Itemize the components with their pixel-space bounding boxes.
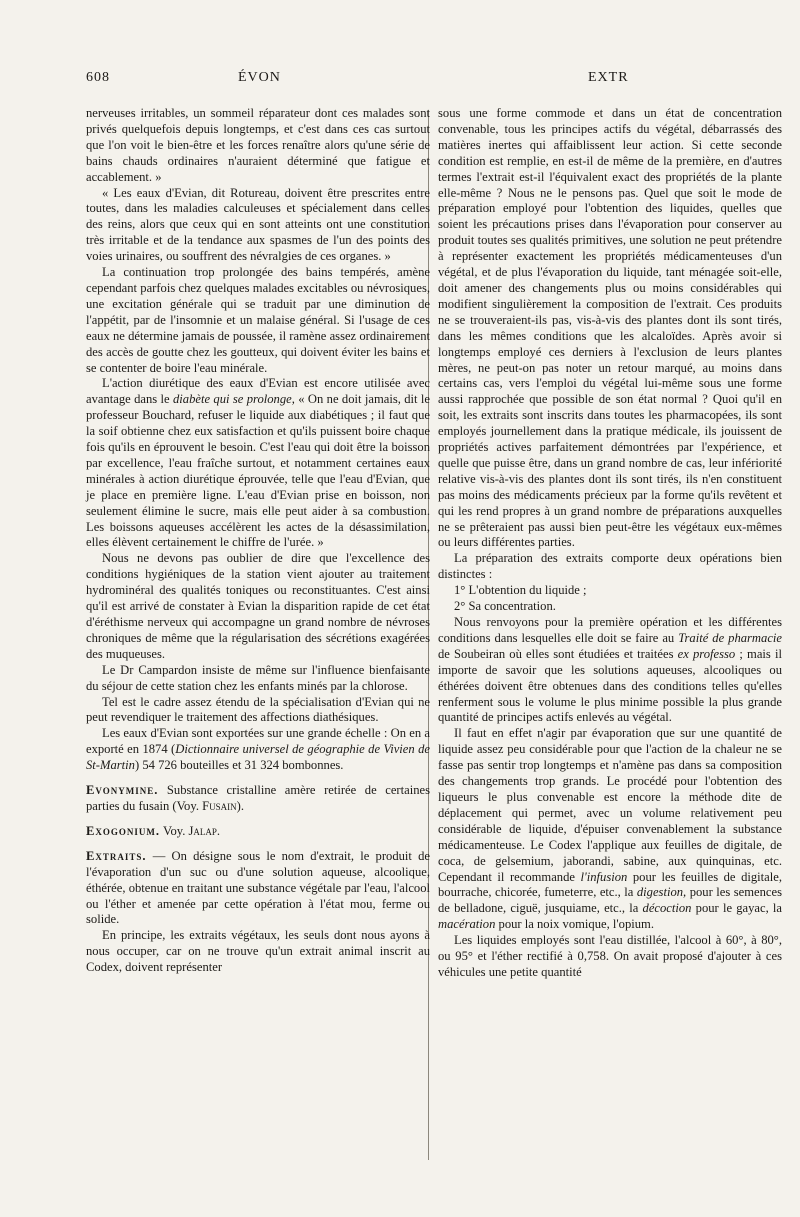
paragraph: Il faut en effet n'agir par évaporation que sur une quantité de liquide assez peu considérable pour que l'action de la chaleur ne se fasse pas sentir trop longtemps et n'amène pas dans sa composition des changements trop grands. Le procédé pour l'obtention des liqueurs le plus convenable est encore la méthode dite de déplacement qui permet, avec un volume relativement peu considérable de liquide, d'épuiser convenablement la substance médicamenteuse. Le Codex l'applique aux feuilles de digitale, de coca, de gelsemium, jaborandi, sabine, aux quinquinas, etc. Cependant il recommande l'infusion pour les feuilles de digitale, bourrache, chicorée, fumeterre, etc., la digestion, pour les semences de belladone, ciguë, jusquiame, etc., la décoction pour le gayac, la macération pour la noix vomique, l'opium. bbox=[438, 726, 783, 932]
page-number: 608 bbox=[86, 70, 110, 85]
citation: Traité de pharmacie bbox=[678, 630, 783, 645]
citation: Dictionnaire universel de géographie de Vivien de St-Martin bbox=[86, 742, 430, 773]
entry-headword: Evonymine. bbox=[86, 783, 159, 798]
italic-text: décoction bbox=[642, 901, 692, 916]
entry-headword: Exogonium. bbox=[86, 823, 161, 838]
entry-extraits: Extraits. — On désigne sous le nom d'extrait, le produit de l'évaporation d'un suc ou d'une solution aqueuse, alcoolique, éthérée, obtenue en traitant une substance végétale par l'eau, l'alcool ou l'éther et amenée par cette opération à l'état mou, ferme ou solide. bbox=[86, 848, 430, 927]
paragraph: nerveuses irritables, un sommeil réparateur dont ces malades sont privés quelquefois depuis longtemps, et c'est dans ces cas surtout que l'on voit le bien-être et les forces renaître alors qu'une série de bains chauds ordinaires n'auraient déterminé que fatigue et accablement. » bbox=[86, 106, 430, 184]
right-column bbox=[438, 106, 782, 981]
left-running-head: ÉVON bbox=[238, 70, 281, 85]
paragraph: Nous ne devons pas oublier de dire que l'excellence des conditions hygiéniques de la station vient ajouter au traitement hydrominéral des qualités toniques ou reconstituantes. C'est ainsi qu'il est arrivé de constater à Evian la disparition rapide de cet état d'éréthisme nerveux qui accompagne un grand nombre de névroses chroniques de même que la régularisation des sécrétions exagérées des muqueuses. bbox=[86, 551, 430, 661]
paragraph: Les eaux d'Evian sont exportées sur une grande échelle : On en a exporté en 1874 (Dictionnaire universel de géographie de Vivien de St-Martin) 54 726 bouteilles et 31 324 bombonnes. bbox=[86, 726, 430, 773]
right-running-head: EXTR bbox=[588, 70, 629, 85]
paragraph: sous une forme commode et dans un état de concentration convenable, tous les principes actifs du végétal, débarrassés des matières inertes qui affaiblissent leur action. Si cette seconde condition est remplie, en est-il de même de la première, en d'autres termes l'extrait est-il l'équivalent exact des propriétés de la plante elle-même ? Nous ne le pensons pas. Quel que soit le mode de préparation employé pour l'obtention des liquides, quelles que soient les précautions prises dans l'évaporation pour conserver au produit toutes ses qualités primitives, une solution ne peut prétendre à représenter exactement les propriétés médicamenteuses d'un végétal, et de plus l'évaporation du liquide, tant ménagée soit-elle, doit amener des changements plus ou moins considérables qui modifient singulièrement la composition de l'extrait. Ces produits ne se trouveraient-ils pas, vis-à-vis des plantes dont ils sont tirés, dans les mêmes conditions que les alcaloïdes. Après avoir si longtemps employé ces derniers à l'exclusion de leurs plantes mères, ne peut-on pas noter un retour marqué, au moins dans certains cas, vers l'emploi du végétal lui-même sous une forme aussi rapprochée que possible de son état normal ? Quoi qu'il en soit, les extraits sont inscrits dans toutes les pharmacopées, ils sont employés journellement dans la pratique médicale, ils jouissent de propriétés actives parfaitement démontrées par l'expérience, et quelle que puisse être, dans un grand nombre de cas, leur infériorité relative vis-à-vis des plantes dont ils sont tirés, ils n'en constituent pas moins des médicaments précieux par la forme qu'ils revêtent et qui les rend propres à un grand nombre de préparations auxquelles ne se prêteraient pas aussi bien peut-être les végétaux eux-mêmes ou leurs différentes parties. bbox=[438, 106, 782, 550]
paragraph: Nous renvoyons pour la première opération et les différentes conditions dans lesquelles elle doit se faire au Traité de pharmacie de Soubeiran où elles sont étudiées et traitées ex professo ; mais il importe de savoir que les solutions aqueuses, alcooliques ou éthérées doivent être obtenues dans des conditions telles qu'elles renferment sous le volume le plus minime possible la plus grande quantité de principes actifs enlevés au végétal. bbox=[438, 615, 783, 725]
left-column bbox=[86, 106, 430, 976]
entry-exogonium: Exogonium. Voy. Jalap. bbox=[86, 823, 221, 838]
paragraph: La préparation des extraits comporte deux opérations bien distinctes : bbox=[438, 551, 782, 582]
cross-reference: Fusain bbox=[202, 798, 237, 813]
italic-text: diabète qui se prolonge, bbox=[173, 392, 295, 407]
italic-text: l'infusion bbox=[580, 869, 628, 884]
paragraph: « Les eaux d'Evian, dit Rotureau, doivent être prescrites entre toutes, dans les maladies calculeuses et spécialement dans celles des reins, alors que ceux qui en sont atteints ont une constitution très irritable et de la tendance aux spasmes de l'un des points des voies urinaires, ou souffrent des névralgies de ces organes. » bbox=[86, 185, 430, 264]
paragraph: En principe, les extraits végétaux, les seuls dont nous ayons à nous occuper, car on ne trouve qu'un extrait animal inscrit au Codex, doivent représenter bbox=[86, 928, 430, 975]
paragraph: La continuation trop prolongée des bains tempérés, amène cependant parfois chez quelques malades excitables ou névrosiques, une excitation générale qui se traduit par une diminution de l'appétit, par de l'insomnie et un malaise général. Si l'usage de ces eaux ne détermine jamais de poussée, il ramène assez ordinairement des accès de goutte chez les goutteux, qui doivent éviter les bains et se contenter de boire l'eau minérale. bbox=[86, 265, 430, 375]
paragraph: Les liquides employés sont l'eau distillée, l'alcool à 60°, à 80°, ou 95° et l'éther rectifié à 0,758. On avait proposé d'ajouter à ces véhicules une petite quantité bbox=[438, 933, 782, 979]
list-item: 2° Sa concentration. bbox=[454, 599, 556, 614]
paragraph: Tel est le cadre assez étendu de la spécialisation d'Evian qui ne peut revendiquer le traitement des affections diathésiques. bbox=[86, 694, 430, 725]
italic-text: ex professo bbox=[677, 646, 736, 661]
cross-reference: Jalap bbox=[188, 823, 217, 838]
list-item: 1° L'obtention du liquide ; bbox=[454, 583, 587, 598]
entry-headword: Extraits. bbox=[86, 848, 147, 863]
paragraph: L'action diurétique des eaux d'Evian est encore utilisée avec avantage dans le diabète qui se prolonge, « On ne doit jamais, dit le professeur Bouchard, refuser le liquide aux diabétiques ; il faut que la soif obtienne chez eux satisfaction et qu'ils puissent boire chaque fois qu'ils en éprouvent le besoin. C'est l'eau qui doit être la boisson par excellence, l'eau fraîche surtout, et notamment certaines eaux minérales à action diurétique éprouvée, telle que l'eau d'Evian, que je place en première ligne. L'eau d'Evian prise en boisson, non seulement élimine le sucre, mais elle peut aider à sa combustion. Les boissons aqueuses accélèrent les actes de la désassimilation, elles élèvent certainement le chiffre de l'urée. » bbox=[86, 376, 430, 550]
paragraph: Le Dr Campardon insiste de même sur l'influence bienfaisante du séjour de cette station chez les enfants minés par la chlorose. bbox=[86, 662, 430, 693]
italic-text: digestion, bbox=[636, 885, 687, 900]
italic-text: macération bbox=[438, 917, 496, 932]
entry-evonymine: Evonymine. Substance cristalline amère retirée de certaines parties du fusain (Voy. Fusain). bbox=[86, 783, 430, 813]
